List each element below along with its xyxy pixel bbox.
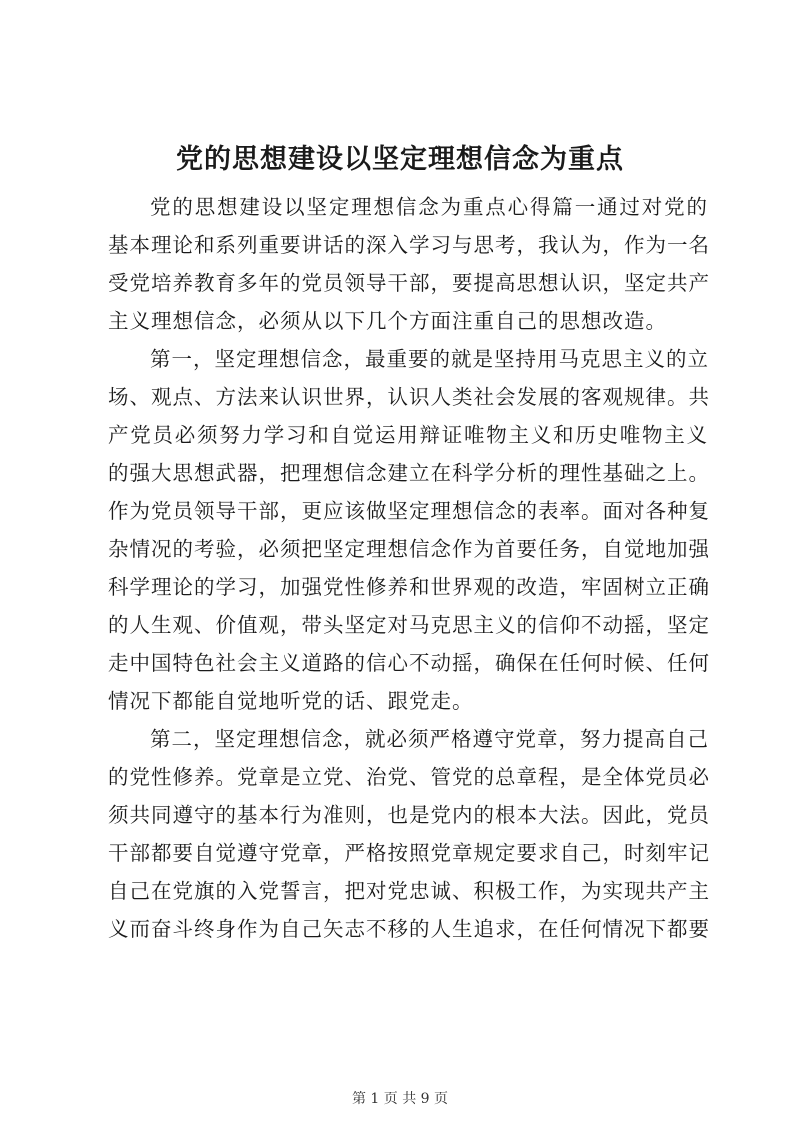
document-title: 党的思想建设以坚定理想信念为重点	[176, 144, 624, 175]
document-body	[108, 188, 708, 948]
paragraph-1	[108, 188, 708, 340]
text-line: 科学理论的学习，加强党性修养和世界观的改造，牢固树立正确	[108, 575, 710, 599]
text-line: 的人生观、价值观，带头坚定对马克思主义的信仰不动摇，坚定	[108, 613, 710, 637]
text-line: 受党培养教育多年的党员领导干部，要提高思想认识，坚定共产	[108, 271, 710, 295]
text-line: 杂情况的考验，必须把坚定理想信念作为首要任务，自觉地加强	[108, 537, 710, 561]
paragraph-2	[108, 340, 708, 720]
text-line: 场、观点、方法来认识世界，认识人类社会发展的客观规律。共	[108, 385, 710, 409]
text-line: 的强大思想武器，把理想信念建立在科学分析的理性基础之上。	[108, 461, 710, 485]
text-line: 主义理想信念，必须从以下几个方面注重自己的思想改造。	[108, 309, 667, 333]
text-line: 情况下都能自觉地听党的话、跟党走。	[108, 689, 474, 713]
text-line: 第二，坚定理想信念，就必须严格遵守党章，努力提高自己	[150, 727, 709, 751]
text-line: 干部都要自觉遵守党章，严格按照党章规定要求自己，时刻牢记	[108, 841, 710, 865]
text-line: 第一，坚定理想信念，最重要的就是坚持用马克思主义的立	[150, 347, 709, 371]
text-line: 作为党员领导干部，更应该做坚定理想信念的表率。面对各种复	[108, 499, 710, 523]
text-line: 的党性修养。党章是立党、治党、管党的总章程，是全体党员必	[108, 765, 710, 789]
text-line: 产党员必须努力学习和自觉运用辩证唯物主义和历史唯物主义	[108, 423, 708, 447]
text-line: 自己在党旗的入党誓言，把对党忠诚、积极工作，为实现共产主	[108, 879, 710, 903]
text-line: 基本理论和系列重要讲话的深入学习与思考，我认为，作为一名	[108, 233, 710, 257]
paragraph-3	[108, 720, 708, 948]
page-footer: 第 1 页 共 9 页	[351, 1091, 449, 1107]
text-line: 走中国特色社会主义道路的信心不动摇，确保在任何时候、任何	[108, 651, 710, 675]
text-line: 须共同遵守的基本行为准则，也是党内的根本大法。因此，党员	[108, 803, 710, 827]
text-line: 义而奋斗终身作为自己矢志不移的人生追求，在任何情况下都要	[108, 917, 710, 941]
text-line: 党的思想建设以坚定理想信念为重点心得篇一通过对党的	[150, 195, 708, 219]
